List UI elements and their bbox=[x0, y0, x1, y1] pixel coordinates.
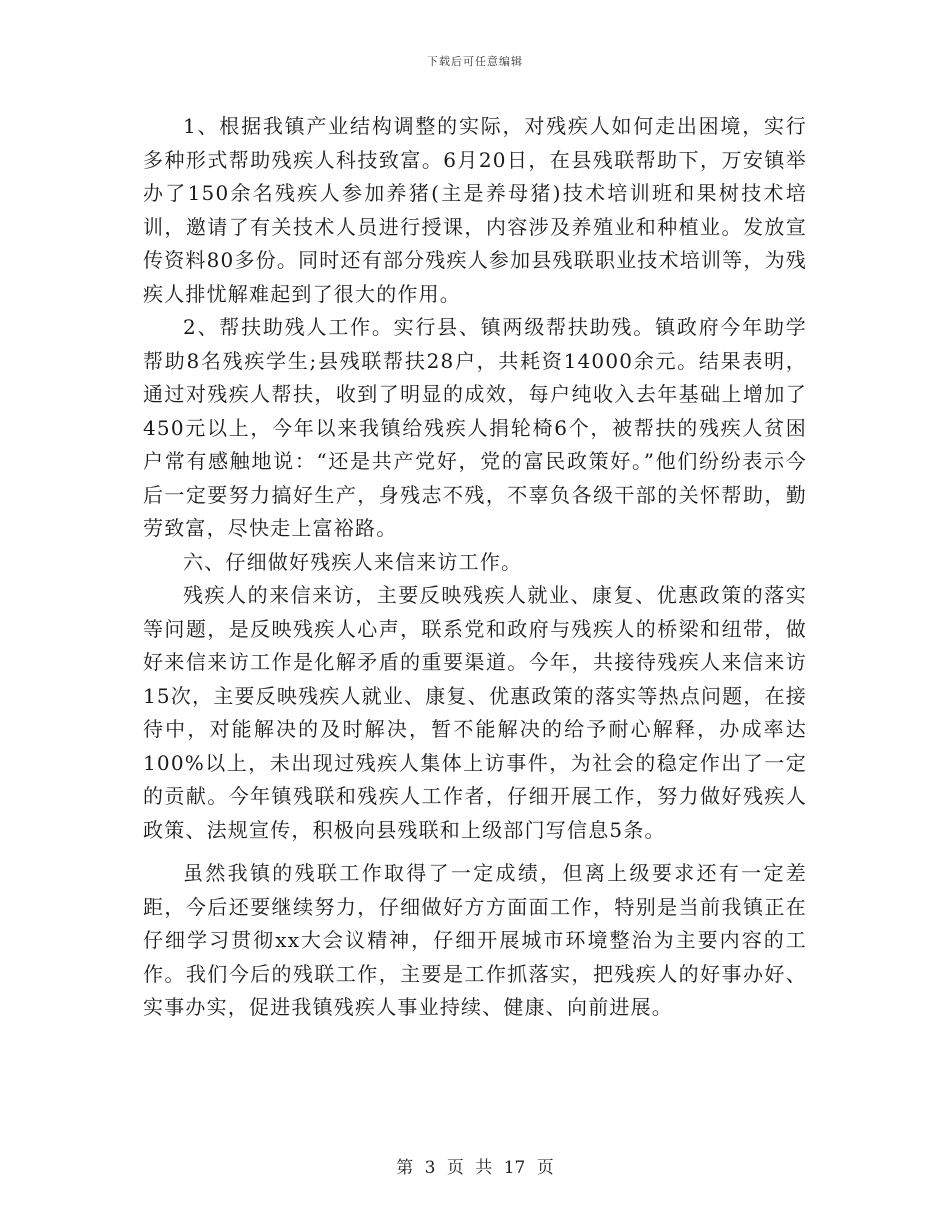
document-body bbox=[143, 110, 807, 1025]
page-header: 下载后可任意编辑 bbox=[427, 55, 523, 68]
paragraph-assistance-work: 2、帮扶助残人工作。实行县、镇两级帮扶助残。镇政府今年助学帮助8名残疾学生;县残联帮扶28户，共耗资14000余元。结果表明，通过对残疾人帮扶，收到了明显的成效，每户纯收入去年基础上增加了450元以上，今年以来我镇给残疾人捐轮椅6个，被帮扶的残疾人贫困户常有感触地说：“还是共产党好，党的富民政策好。”他们纷纷表示今后一定要努力搞好生产，身残志不残，不辜负各级干部的关怀帮助，勤劳致富，尽快走上富裕路。 bbox=[143, 315, 807, 540]
paragraph-letters-visits: 残疾人的来信来访，主要反映残疾人就业、康复、优惠政策的落实等问题，是反映残疾人心声，联系党和政府与残疾人的桥梁和纽带，做好来信来访工作是化解矛盾的重要渠道。今年，共接待残疾人来信来访15次，主要反映残疾人就业、康复、优惠政策的落实等热点问题，在接待中，对能解决的及时解决，暂不能解决的给予耐心解释，办成率达100%以上，未出现过残疾人集体上访事件，为社会的稳定作出了一定的贡献。今年镇残联和残疾人工作者，仔细开展工作，努力做好残疾人政策、法规宣传，积极向县残联和上级部门写信息5条。 bbox=[143, 583, 807, 842]
paragraph-conclusion: 虽然我镇的残联工作取得了一定成绩，但离上级要求还有一定差距，今后还要继续努力，仔细做好方方面面工作，特别是当前我镇正在仔细学习贯彻xx大会议精神，仔细开展城市环境整治为主要内容的工作。我们今后的残联工作，主要是工作抓落实，把残疾人的好事办好、实事办实，促进我镇残疾人事业持续、健康、向前进展。 bbox=[143, 861, 807, 1019]
page-number: 第 3 页 共 17 页 bbox=[396, 1158, 554, 1178]
section-heading-letters-visits: 六、仔细做好残疾人来信来访工作。 bbox=[183, 549, 523, 574]
paragraph-skills-training: 1、根据我镇产业结构调整的实际，对残疾人如何走出困境，实行多种形式帮助残疾人科技致富。6月20日，在县残联帮助下，万安镇举办了150余名残疾人参加养猪(主是养母猪)技术培训班和果树技术培训，邀请了有关技术人员进行授课，内容涉及养殖业和种植业。发放宣传资料80多份。同时还有部分残疾人参加县残联职业技术培训等，为残疾人排忧解难起到了很大的作用。 bbox=[143, 114, 807, 306]
